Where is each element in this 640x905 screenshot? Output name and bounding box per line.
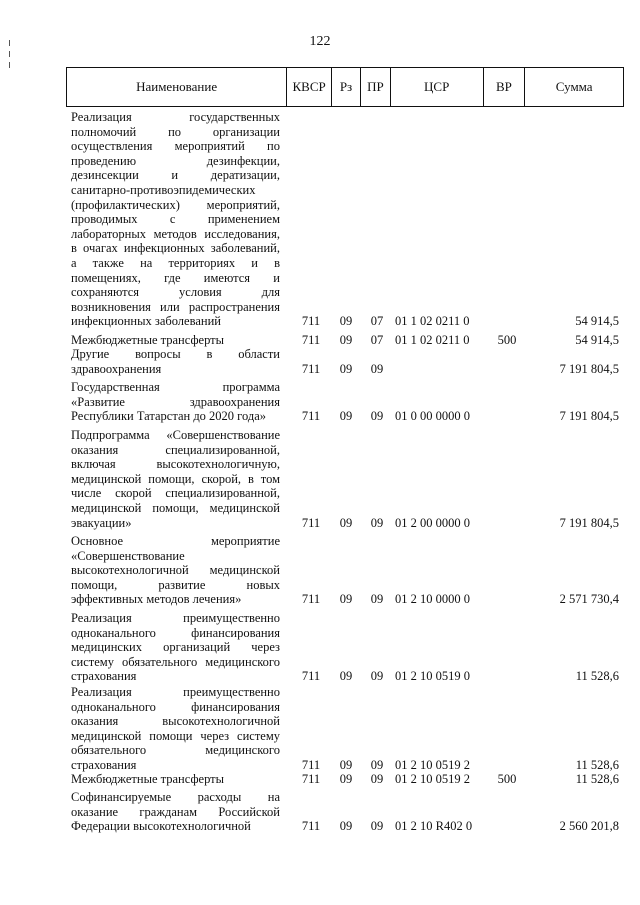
row-name-line: медицинской помощи, медицинской	[71, 500, 280, 515]
row-name-line: Другие вопросы в области	[71, 347, 280, 361]
row-kvsr: 711	[301, 758, 321, 772]
row-kvsr: 711	[301, 669, 321, 684]
row-kvsr: 711	[301, 361, 321, 376]
header-rz: Рз	[332, 68, 361, 106]
row-name-line: помещениях, где имеются и	[71, 270, 280, 285]
row-kvsr: 711	[301, 409, 321, 424]
table-header	[66, 67, 624, 107]
row-name-line: оказания специализированной,	[71, 442, 280, 457]
header-vr: ВР	[484, 68, 526, 106]
page-number: 122	[309, 34, 331, 49]
header-csr: ЦСР	[391, 68, 484, 106]
row-kvsr: 711	[301, 772, 321, 786]
row-name-line: в очагах инфекционных заболеваний,	[71, 241, 280, 256]
row-name-line: одноканального финансирования	[71, 625, 280, 640]
row-kvsr: 711	[301, 333, 321, 347]
row-name	[71, 685, 280, 773]
row-name-line: Основное мероприятие	[71, 534, 280, 548]
row-pr: 09	[370, 758, 384, 772]
row-csr: 01 2 10 R402 0	[395, 819, 473, 834]
row-name-line: дезинсекции и дератизации,	[71, 168, 280, 183]
row-kvsr: 711	[301, 592, 321, 607]
row-name-line: здравоохранения	[71, 361, 162, 376]
row-name-line: лабораторных методов исследования,	[71, 226, 280, 241]
row-csr: 01 2 00 0000 0	[395, 515, 470, 530]
row-name-line: эффективных методов лечения»	[71, 592, 242, 607]
row-name-line: Реализация преимущественно	[71, 685, 280, 699]
row-vr: 500	[497, 333, 517, 347]
row-name-line: страхования	[71, 757, 137, 772]
row-name-line: осуществления мероприятий по	[71, 139, 280, 154]
header-sum: Сумма	[555, 79, 593, 94]
row-kvsr: 711	[301, 314, 321, 329]
row-kvsr: 711	[301, 819, 321, 834]
row-sum: 11 528,6	[575, 669, 619, 684]
row-name-line: медицинской помощи через систему	[71, 728, 280, 743]
row-name	[71, 534, 280, 607]
row-rz: 09	[339, 669, 353, 684]
margin-marks	[9, 40, 13, 73]
row-name-line: Подпрограмма «Совершенствование	[71, 428, 280, 442]
row-rz: 09	[339, 515, 353, 530]
header-name: Наименование	[67, 68, 287, 106]
row-sum: 2 560 201,8	[559, 819, 619, 834]
row-name	[71, 611, 280, 684]
row-name-line: возникновения или распространения	[71, 299, 280, 314]
header-kvsr: КВСР	[287, 68, 332, 106]
row-name-line: оказание гражданам Российской	[71, 804, 280, 819]
row-name-line: высокотехнологичной медицинской	[71, 563, 280, 578]
row-rz: 09	[339, 333, 353, 347]
row-name-line: эвакуации»	[71, 515, 132, 530]
row-name-line: оказания высокотехнологичной	[71, 714, 280, 729]
row-kvsr: 711	[301, 515, 321, 530]
row-name-line: санитарно-противоэпидемических	[71, 182, 256, 197]
row-sum: 11 528,6	[575, 772, 619, 786]
row-rz: 09	[339, 758, 353, 772]
row-name	[71, 790, 280, 834]
row-sum: 7 191 804,5	[559, 361, 619, 376]
row-name-line: полномочий по организации	[71, 124, 280, 139]
row-name	[71, 380, 280, 424]
row-name	[71, 347, 280, 376]
row-sum: 2 571 730,4	[559, 592, 619, 607]
row-csr: 01 1 02 0211 0	[395, 333, 470, 347]
row-sum: 7 191 804,5	[559, 409, 619, 424]
row-sum: 54 914,5	[575, 314, 619, 329]
row-rz: 09	[339, 361, 353, 376]
row-pr: 07	[370, 333, 384, 347]
row-name-line: помощи, развитие новых	[71, 577, 280, 592]
row-vr: 500	[497, 772, 517, 786]
row-name-line: Республики Татарстан до 2020 года»	[71, 409, 267, 424]
row-sum: 7 191 804,5	[559, 515, 619, 530]
row-name-line: Межбюджетные трансферты	[71, 772, 225, 786]
row-name-line: медицинской помощи, скорой, в том	[71, 471, 280, 486]
row-csr: 01 2 10 0000 0	[395, 592, 470, 607]
row-name-line: Государственная программа	[71, 380, 280, 394]
row-name-line: обязательного медицинского	[71, 743, 280, 758]
row-csr: 01 2 10 0519 0	[395, 669, 470, 684]
row-csr: 01 2 10 0519 2	[395, 758, 470, 772]
row-name-line: сохраняются условия для	[71, 285, 280, 300]
row-name-line: проведению дезинфекции,	[71, 153, 280, 168]
row-csr: 01 1 02 0211 0	[395, 314, 470, 329]
row-pr: 09	[370, 515, 384, 530]
row-name	[71, 333, 280, 348]
row-name-line: одноканального финансирования	[71, 699, 280, 714]
row-pr: 07	[370, 314, 384, 329]
row-name-line: Реализация государственных	[71, 110, 280, 124]
row-pr: 09	[370, 409, 384, 424]
row-pr: 09	[370, 819, 384, 834]
row-rz: 09	[339, 409, 353, 424]
row-name	[71, 428, 280, 530]
row-pr: 09	[370, 592, 384, 607]
row-name	[71, 110, 280, 329]
row-name-line: Межбюджетные трансферты	[71, 333, 225, 347]
row-csr: 01 2 10 0519 2	[395, 772, 470, 786]
row-rz: 09	[339, 819, 353, 834]
row-name-line: числе скорой специализированной,	[71, 486, 280, 501]
row-sum: 54 914,5	[575, 333, 619, 347]
row-name-line: Реализация преимущественно	[71, 611, 280, 625]
row-name-line: систему обязательного медицинского	[71, 654, 280, 669]
header-pr: ПР	[361, 68, 391, 106]
row-name-line: страхования	[71, 669, 137, 684]
row-name-line: Софинансируемые расходы на	[71, 790, 280, 804]
row-csr: 01 0 00 0000 0	[395, 409, 470, 424]
row-name-line: «Развитие здравоохранения	[71, 394, 280, 409]
row-rz: 09	[339, 772, 353, 786]
row-rz: 09	[339, 592, 353, 607]
row-name-line: включая высокотехнологичную,	[71, 457, 280, 472]
row-name-line: (профилактических) мероприятий,	[71, 197, 280, 212]
row-name-line: Федерации высокотехнологичной	[71, 819, 251, 834]
row-rz: 09	[339, 314, 353, 329]
row-name	[71, 772, 280, 787]
row-name-line: медицинских организаций через	[71, 640, 280, 655]
row-pr: 09	[370, 361, 384, 376]
row-pr: 09	[370, 772, 384, 786]
row-name-line: а также на территориях и в	[71, 255, 280, 270]
row-name-line: проводимых с применением	[71, 212, 280, 227]
row-pr: 09	[370, 669, 384, 684]
row-name-line: инфекционных заболеваний	[71, 314, 221, 329]
row-name-line: «Совершенствование	[71, 548, 185, 563]
row-sum: 11 528,6	[575, 758, 619, 772]
